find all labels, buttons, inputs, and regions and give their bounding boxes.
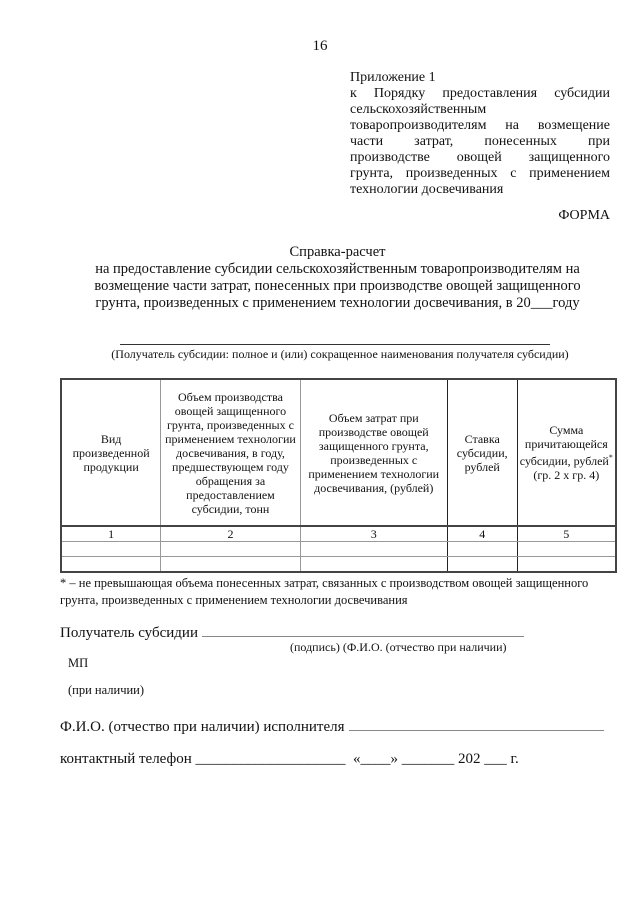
- table-cell[interactable]: [300, 542, 447, 557]
- header-subsidy-amount: [517, 379, 616, 526]
- table-cell[interactable]: [161, 557, 300, 573]
- signature-label: Получатель субсидии: [60, 625, 198, 641]
- table-row: [61, 557, 616, 573]
- table-cell[interactable]: [61, 557, 161, 573]
- recipient-caption: (Получатель субсидии: полное и (или) сокращенное наименования получателя субсидии): [111, 347, 569, 361]
- table-cell[interactable]: [300, 557, 447, 573]
- table-cell[interactable]: [447, 557, 517, 573]
- title-line: возмещение части затрат, понесенных при производстве овощей защищенного: [94, 278, 581, 294]
- appendix-line: сельскохозяйственным: [350, 102, 487, 117]
- column-number: 3: [300, 526, 447, 542]
- footnote: * – не превышающая объема понесенных затрат, связанных с производством овощей защищенного грунта, произведенных с применением технологии досвечивания: [60, 576, 589, 607]
- signature-field[interactable]: [202, 622, 524, 637]
- appendix-line: товаропроизводителям на возмещение: [350, 118, 610, 133]
- signature-caption: (подпись) (Ф.И.О. (отчество при наличии): [290, 640, 507, 654]
- column-number: 5: [517, 526, 616, 542]
- form-label: ФОРМА: [558, 208, 610, 223]
- stamp-label: МП: [68, 656, 89, 670]
- table-cell[interactable]: [517, 557, 616, 573]
- document-title: [60, 244, 615, 312]
- appendix-line: к Порядку предоставления субсидии: [350, 86, 610, 101]
- executor-name-field[interactable]: [349, 716, 604, 731]
- header-formula: (гр. 2 х гр. 4): [533, 468, 600, 482]
- title-line: на предоставление субсидии сельскохозяйственным товаропроизводителям на: [95, 261, 580, 277]
- header-subsidy-rate: Ставка субсидии, рублей: [447, 379, 517, 526]
- appendix-line: технологии досвечивания: [350, 182, 504, 197]
- table-cell[interactable]: [517, 542, 616, 557]
- recipient-name-field[interactable]: [120, 344, 550, 345]
- title-line: грунта, произведенных с применением технологии досвечивания, в 20___году: [95, 295, 580, 311]
- appendix-line: производстве овощей защищенного: [350, 150, 610, 165]
- header-production-volume: Объем производства овощей защищенного грунта, произведенных с применением технологии досвечивания, в году, предшествующем году обращения за предоставлением субсидии, тонн: [161, 379, 300, 526]
- column-number-row: [61, 526, 616, 542]
- table-cell[interactable]: [447, 542, 517, 557]
- appendix-title: Приложение 1: [350, 70, 436, 85]
- header-costs-volume: Объем затрат при производстве овощей защищенного грунта, произведенных с применением технологии досвечивания, (рублей): [300, 379, 447, 526]
- appendix-header: [350, 70, 610, 198]
- executor-label: Ф.И.О. (отчество при наличии) исполнителя: [60, 719, 345, 735]
- table-cell[interactable]: [61, 542, 161, 557]
- header-product-type: Вид произведенной продукции: [61, 379, 161, 526]
- column-number: 2: [161, 526, 300, 542]
- table-cell[interactable]: [161, 542, 300, 557]
- stamp-note: (при наличии): [68, 683, 145, 697]
- executor-row: [60, 716, 604, 736]
- appendix-line: грунта, произведенных с применением: [350, 166, 610, 181]
- signature-row: [60, 622, 524, 642]
- column-number: 1: [61, 526, 161, 542]
- title-heading: Справка-расчет: [289, 244, 386, 260]
- phone-date-row[interactable]: контактный телефон ____________________ «____» _______ 202 ___ г.: [60, 751, 519, 767]
- page-number: 16: [312, 38, 328, 54]
- column-number: 4: [447, 526, 517, 542]
- calculation-table: [60, 378, 617, 573]
- appendix-line: части затрат, понесенных при: [350, 134, 610, 149]
- header-subsidy-amount-label: Сумма причитающейся субсидии, рублей: [519, 423, 609, 468]
- footnote-mark: *: [608, 453, 613, 462]
- table-header-row: [61, 379, 616, 526]
- table-row: [61, 542, 616, 557]
